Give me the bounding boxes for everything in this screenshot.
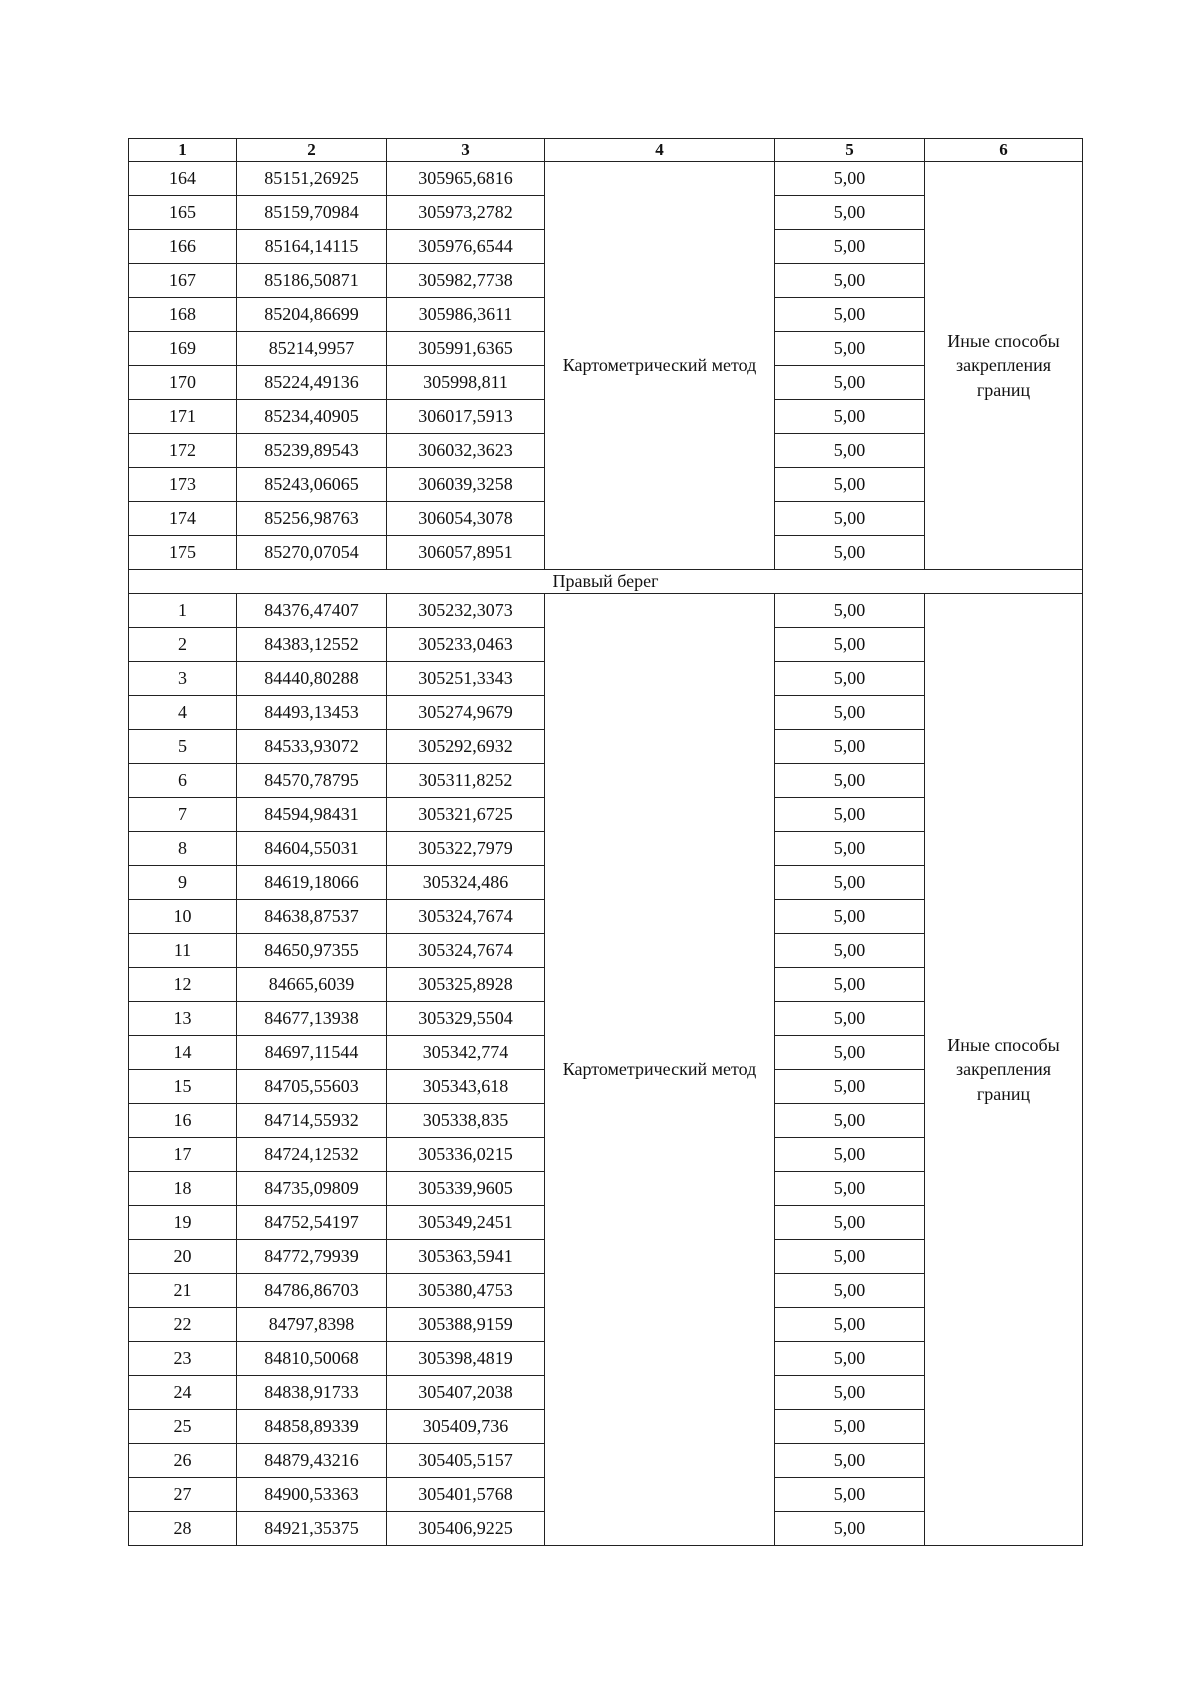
accuracy-cell: 5,00 xyxy=(775,332,925,366)
coordinate-y-cell: 305322,7979 xyxy=(387,832,545,866)
coordinate-y-cell: 306017,5913 xyxy=(387,400,545,434)
coordinate-y-cell: 305342,774 xyxy=(387,1036,545,1070)
accuracy-cell: 5,00 xyxy=(775,1444,925,1478)
coordinate-y-cell: 305998,811 xyxy=(387,366,545,400)
coordinate-y-cell: 305976,6544 xyxy=(387,230,545,264)
coordinate-y-cell: 305232,3073 xyxy=(387,594,545,628)
coordinate-y-cell: 305274,9679 xyxy=(387,696,545,730)
coordinate-y-cell: 305401,5768 xyxy=(387,1478,545,1512)
point-number-cell: 26 xyxy=(129,1444,237,1478)
point-number-cell: 169 xyxy=(129,332,237,366)
coordinate-y-cell: 305406,9225 xyxy=(387,1512,545,1546)
accuracy-cell: 5,00 xyxy=(775,502,925,536)
accuracy-cell: 5,00 xyxy=(775,1002,925,1036)
point-number-cell: 16 xyxy=(129,1104,237,1138)
coordinate-x-cell: 84772,79939 xyxy=(237,1240,387,1274)
coordinate-x-cell: 84697,11544 xyxy=(237,1036,387,1070)
point-number-cell: 171 xyxy=(129,400,237,434)
accuracy-cell: 5,00 xyxy=(775,1342,925,1376)
point-number-cell: 175 xyxy=(129,536,237,570)
table-row xyxy=(129,162,1083,196)
coordinate-y-cell: 305407,2038 xyxy=(387,1376,545,1410)
accuracy-cell: 5,00 xyxy=(775,594,925,628)
point-number-cell: 3 xyxy=(129,662,237,696)
accuracy-cell: 5,00 xyxy=(775,866,925,900)
coordinate-y-cell: 305965,6816 xyxy=(387,162,545,196)
coordinate-x-cell: 84440,80288 xyxy=(237,662,387,696)
point-number-cell: 27 xyxy=(129,1478,237,1512)
coordinate-x-cell: 85234,40905 xyxy=(237,400,387,434)
coordinate-x-cell: 85243,06065 xyxy=(237,468,387,502)
fixing-method-cell: Иные способы закрепления границ xyxy=(925,162,1083,570)
section-title-row xyxy=(129,570,1083,594)
coordinate-x-cell: 84786,86703 xyxy=(237,1274,387,1308)
point-number-cell: 25 xyxy=(129,1410,237,1444)
coordinate-x-cell: 85164,14115 xyxy=(237,230,387,264)
section-title: Правый берег xyxy=(129,570,1083,594)
coordinate-y-cell: 306054,3078 xyxy=(387,502,545,536)
header-col-3: 3 xyxy=(387,139,545,162)
coordinate-x-cell: 85151,26925 xyxy=(237,162,387,196)
point-number-cell: 168 xyxy=(129,298,237,332)
header-col-1: 1 xyxy=(129,139,237,162)
method-cell: Картометрический метод xyxy=(545,594,775,1546)
coordinate-x-cell: 85224,49136 xyxy=(237,366,387,400)
coordinate-x-cell: 84619,18066 xyxy=(237,866,387,900)
accuracy-cell: 5,00 xyxy=(775,1206,925,1240)
coordinate-y-cell: 305311,8252 xyxy=(387,764,545,798)
coordinate-y-cell: 306039,3258 xyxy=(387,468,545,502)
point-number-cell: 164 xyxy=(129,162,237,196)
point-number-cell: 24 xyxy=(129,1376,237,1410)
coordinate-x-cell: 84533,93072 xyxy=(237,730,387,764)
point-number-cell: 19 xyxy=(129,1206,237,1240)
coordinate-x-cell: 84493,13453 xyxy=(237,696,387,730)
coordinate-x-cell: 84714,55932 xyxy=(237,1104,387,1138)
coordinate-x-cell: 84650,97355 xyxy=(237,934,387,968)
coordinate-y-cell: 305343,618 xyxy=(387,1070,545,1104)
coordinate-x-cell: 84900,53363 xyxy=(237,1478,387,1512)
coordinate-x-cell: 85256,98763 xyxy=(237,502,387,536)
coordinate-y-cell: 305338,835 xyxy=(387,1104,545,1138)
point-number-cell: 21 xyxy=(129,1274,237,1308)
coordinate-y-cell: 305329,5504 xyxy=(387,1002,545,1036)
accuracy-cell: 5,00 xyxy=(775,1478,925,1512)
accuracy-cell: 5,00 xyxy=(775,536,925,570)
point-number-cell: 165 xyxy=(129,196,237,230)
coordinate-x-cell: 85159,70984 xyxy=(237,196,387,230)
point-number-cell: 2 xyxy=(129,628,237,662)
header-col-6: 6 xyxy=(925,139,1083,162)
point-number-cell: 172 xyxy=(129,434,237,468)
point-number-cell: 17 xyxy=(129,1138,237,1172)
point-number-cell: 22 xyxy=(129,1308,237,1342)
accuracy-cell: 5,00 xyxy=(775,1308,925,1342)
accuracy-cell: 5,00 xyxy=(775,298,925,332)
coordinate-y-cell: 305336,0215 xyxy=(387,1138,545,1172)
coordinate-x-cell: 85239,89543 xyxy=(237,434,387,468)
coordinate-x-cell: 84752,54197 xyxy=(237,1206,387,1240)
point-number-cell: 10 xyxy=(129,900,237,934)
header-col-4: 4 xyxy=(545,139,775,162)
coordinate-x-cell: 84810,50068 xyxy=(237,1342,387,1376)
point-number-cell: 4 xyxy=(129,696,237,730)
accuracy-cell: 5,00 xyxy=(775,468,925,502)
coordinate-x-cell: 85270,07054 xyxy=(237,536,387,570)
coordinate-y-cell: 305991,6365 xyxy=(387,332,545,366)
point-number-cell: 1 xyxy=(129,594,237,628)
accuracy-cell: 5,00 xyxy=(775,696,925,730)
coordinate-y-cell: 305324,486 xyxy=(387,866,545,900)
accuracy-cell: 5,00 xyxy=(775,662,925,696)
coordinate-x-cell: 84665,6039 xyxy=(237,968,387,1002)
accuracy-cell: 5,00 xyxy=(775,434,925,468)
accuracy-cell: 5,00 xyxy=(775,162,925,196)
coordinate-x-cell: 84638,87537 xyxy=(237,900,387,934)
accuracy-cell: 5,00 xyxy=(775,366,925,400)
accuracy-cell: 5,00 xyxy=(775,628,925,662)
header-row xyxy=(129,139,1083,162)
accuracy-cell: 5,00 xyxy=(775,730,925,764)
point-number-cell: 5 xyxy=(129,730,237,764)
point-number-cell: 28 xyxy=(129,1512,237,1546)
point-number-cell: 9 xyxy=(129,866,237,900)
point-number-cell: 6 xyxy=(129,764,237,798)
coordinate-y-cell: 305409,736 xyxy=(387,1410,545,1444)
header-col-2: 2 xyxy=(237,139,387,162)
accuracy-cell: 5,00 xyxy=(775,230,925,264)
coordinate-y-cell: 306057,8951 xyxy=(387,536,545,570)
coordinate-y-cell: 305324,7674 xyxy=(387,900,545,934)
coordinate-x-cell: 84677,13938 xyxy=(237,1002,387,1036)
coordinate-x-cell: 84594,98431 xyxy=(237,798,387,832)
coordinate-y-cell: 305973,2782 xyxy=(387,196,545,230)
accuracy-cell: 5,00 xyxy=(775,900,925,934)
coordinate-x-cell: 84383,12552 xyxy=(237,628,387,662)
point-number-cell: 20 xyxy=(129,1240,237,1274)
coordinate-y-cell: 305398,4819 xyxy=(387,1342,545,1376)
coordinate-y-cell: 305339,9605 xyxy=(387,1172,545,1206)
coordinate-y-cell: 305324,7674 xyxy=(387,934,545,968)
coordinate-x-cell: 84705,55603 xyxy=(237,1070,387,1104)
coordinate-x-cell: 85214,9957 xyxy=(237,332,387,366)
accuracy-cell: 5,00 xyxy=(775,1138,925,1172)
point-number-cell: 18 xyxy=(129,1172,237,1206)
point-number-cell: 11 xyxy=(129,934,237,968)
point-number-cell: 7 xyxy=(129,798,237,832)
point-number-cell: 13 xyxy=(129,1002,237,1036)
point-number-cell: 14 xyxy=(129,1036,237,1070)
accuracy-cell: 5,00 xyxy=(775,1512,925,1546)
accuracy-cell: 5,00 xyxy=(775,1070,925,1104)
accuracy-cell: 5,00 xyxy=(775,1376,925,1410)
coordinate-y-cell: 306032,3623 xyxy=(387,434,545,468)
accuracy-cell: 5,00 xyxy=(775,400,925,434)
accuracy-cell: 5,00 xyxy=(775,1274,925,1308)
coordinate-y-cell: 305363,5941 xyxy=(387,1240,545,1274)
accuracy-cell: 5,00 xyxy=(775,798,925,832)
coordinate-x-cell: 84879,43216 xyxy=(237,1444,387,1478)
fixing-method-cell: Иные способы закрепления границ xyxy=(925,594,1083,1546)
coordinate-y-cell: 305325,8928 xyxy=(387,968,545,1002)
coordinate-x-cell: 84724,12532 xyxy=(237,1138,387,1172)
table-body xyxy=(129,162,1083,1546)
point-number-cell: 12 xyxy=(129,968,237,1002)
accuracy-cell: 5,00 xyxy=(775,1104,925,1138)
coordinate-y-cell: 305986,3611 xyxy=(387,298,545,332)
coordinate-x-cell: 84735,09809 xyxy=(237,1172,387,1206)
coordinate-x-cell: 84797,8398 xyxy=(237,1308,387,1342)
coordinate-x-cell: 85204,86699 xyxy=(237,298,387,332)
point-number-cell: 166 xyxy=(129,230,237,264)
accuracy-cell: 5,00 xyxy=(775,196,925,230)
accuracy-cell: 5,00 xyxy=(775,264,925,298)
point-number-cell: 170 xyxy=(129,366,237,400)
coordinate-y-cell: 305380,4753 xyxy=(387,1274,545,1308)
coordinate-x-cell: 84858,89339 xyxy=(237,1410,387,1444)
coordinate-x-cell: 84604,55031 xyxy=(237,832,387,866)
method-cell: Картометрический метод xyxy=(545,162,775,570)
accuracy-cell: 5,00 xyxy=(775,764,925,798)
point-number-cell: 23 xyxy=(129,1342,237,1376)
coordinates-table xyxy=(128,138,1083,1546)
accuracy-cell: 5,00 xyxy=(775,934,925,968)
accuracy-cell: 5,00 xyxy=(775,1410,925,1444)
coordinate-y-cell: 305388,9159 xyxy=(387,1308,545,1342)
point-number-cell: 174 xyxy=(129,502,237,536)
coordinate-y-cell: 305349,2451 xyxy=(387,1206,545,1240)
accuracy-cell: 5,00 xyxy=(775,832,925,866)
point-number-cell: 173 xyxy=(129,468,237,502)
coordinate-x-cell: 84376,47407 xyxy=(237,594,387,628)
coordinate-y-cell: 305405,5157 xyxy=(387,1444,545,1478)
point-number-cell: 167 xyxy=(129,264,237,298)
header-col-5: 5 xyxy=(775,139,925,162)
accuracy-cell: 5,00 xyxy=(775,1172,925,1206)
accuracy-cell: 5,00 xyxy=(775,968,925,1002)
coordinate-x-cell: 84921,35375 xyxy=(237,1512,387,1546)
accuracy-cell: 5,00 xyxy=(775,1240,925,1274)
coordinate-y-cell: 305982,7738 xyxy=(387,264,545,298)
accuracy-cell: 5,00 xyxy=(775,1036,925,1070)
table-row xyxy=(129,594,1083,628)
coordinate-y-cell: 305292,6932 xyxy=(387,730,545,764)
coordinate-x-cell: 85186,50871 xyxy=(237,264,387,298)
coordinate-y-cell: 305251,3343 xyxy=(387,662,545,696)
point-number-cell: 15 xyxy=(129,1070,237,1104)
coordinate-x-cell: 84838,91733 xyxy=(237,1376,387,1410)
coordinate-x-cell: 84570,78795 xyxy=(237,764,387,798)
coordinate-y-cell: 305233,0463 xyxy=(387,628,545,662)
point-number-cell: 8 xyxy=(129,832,237,866)
coordinate-y-cell: 305321,6725 xyxy=(387,798,545,832)
